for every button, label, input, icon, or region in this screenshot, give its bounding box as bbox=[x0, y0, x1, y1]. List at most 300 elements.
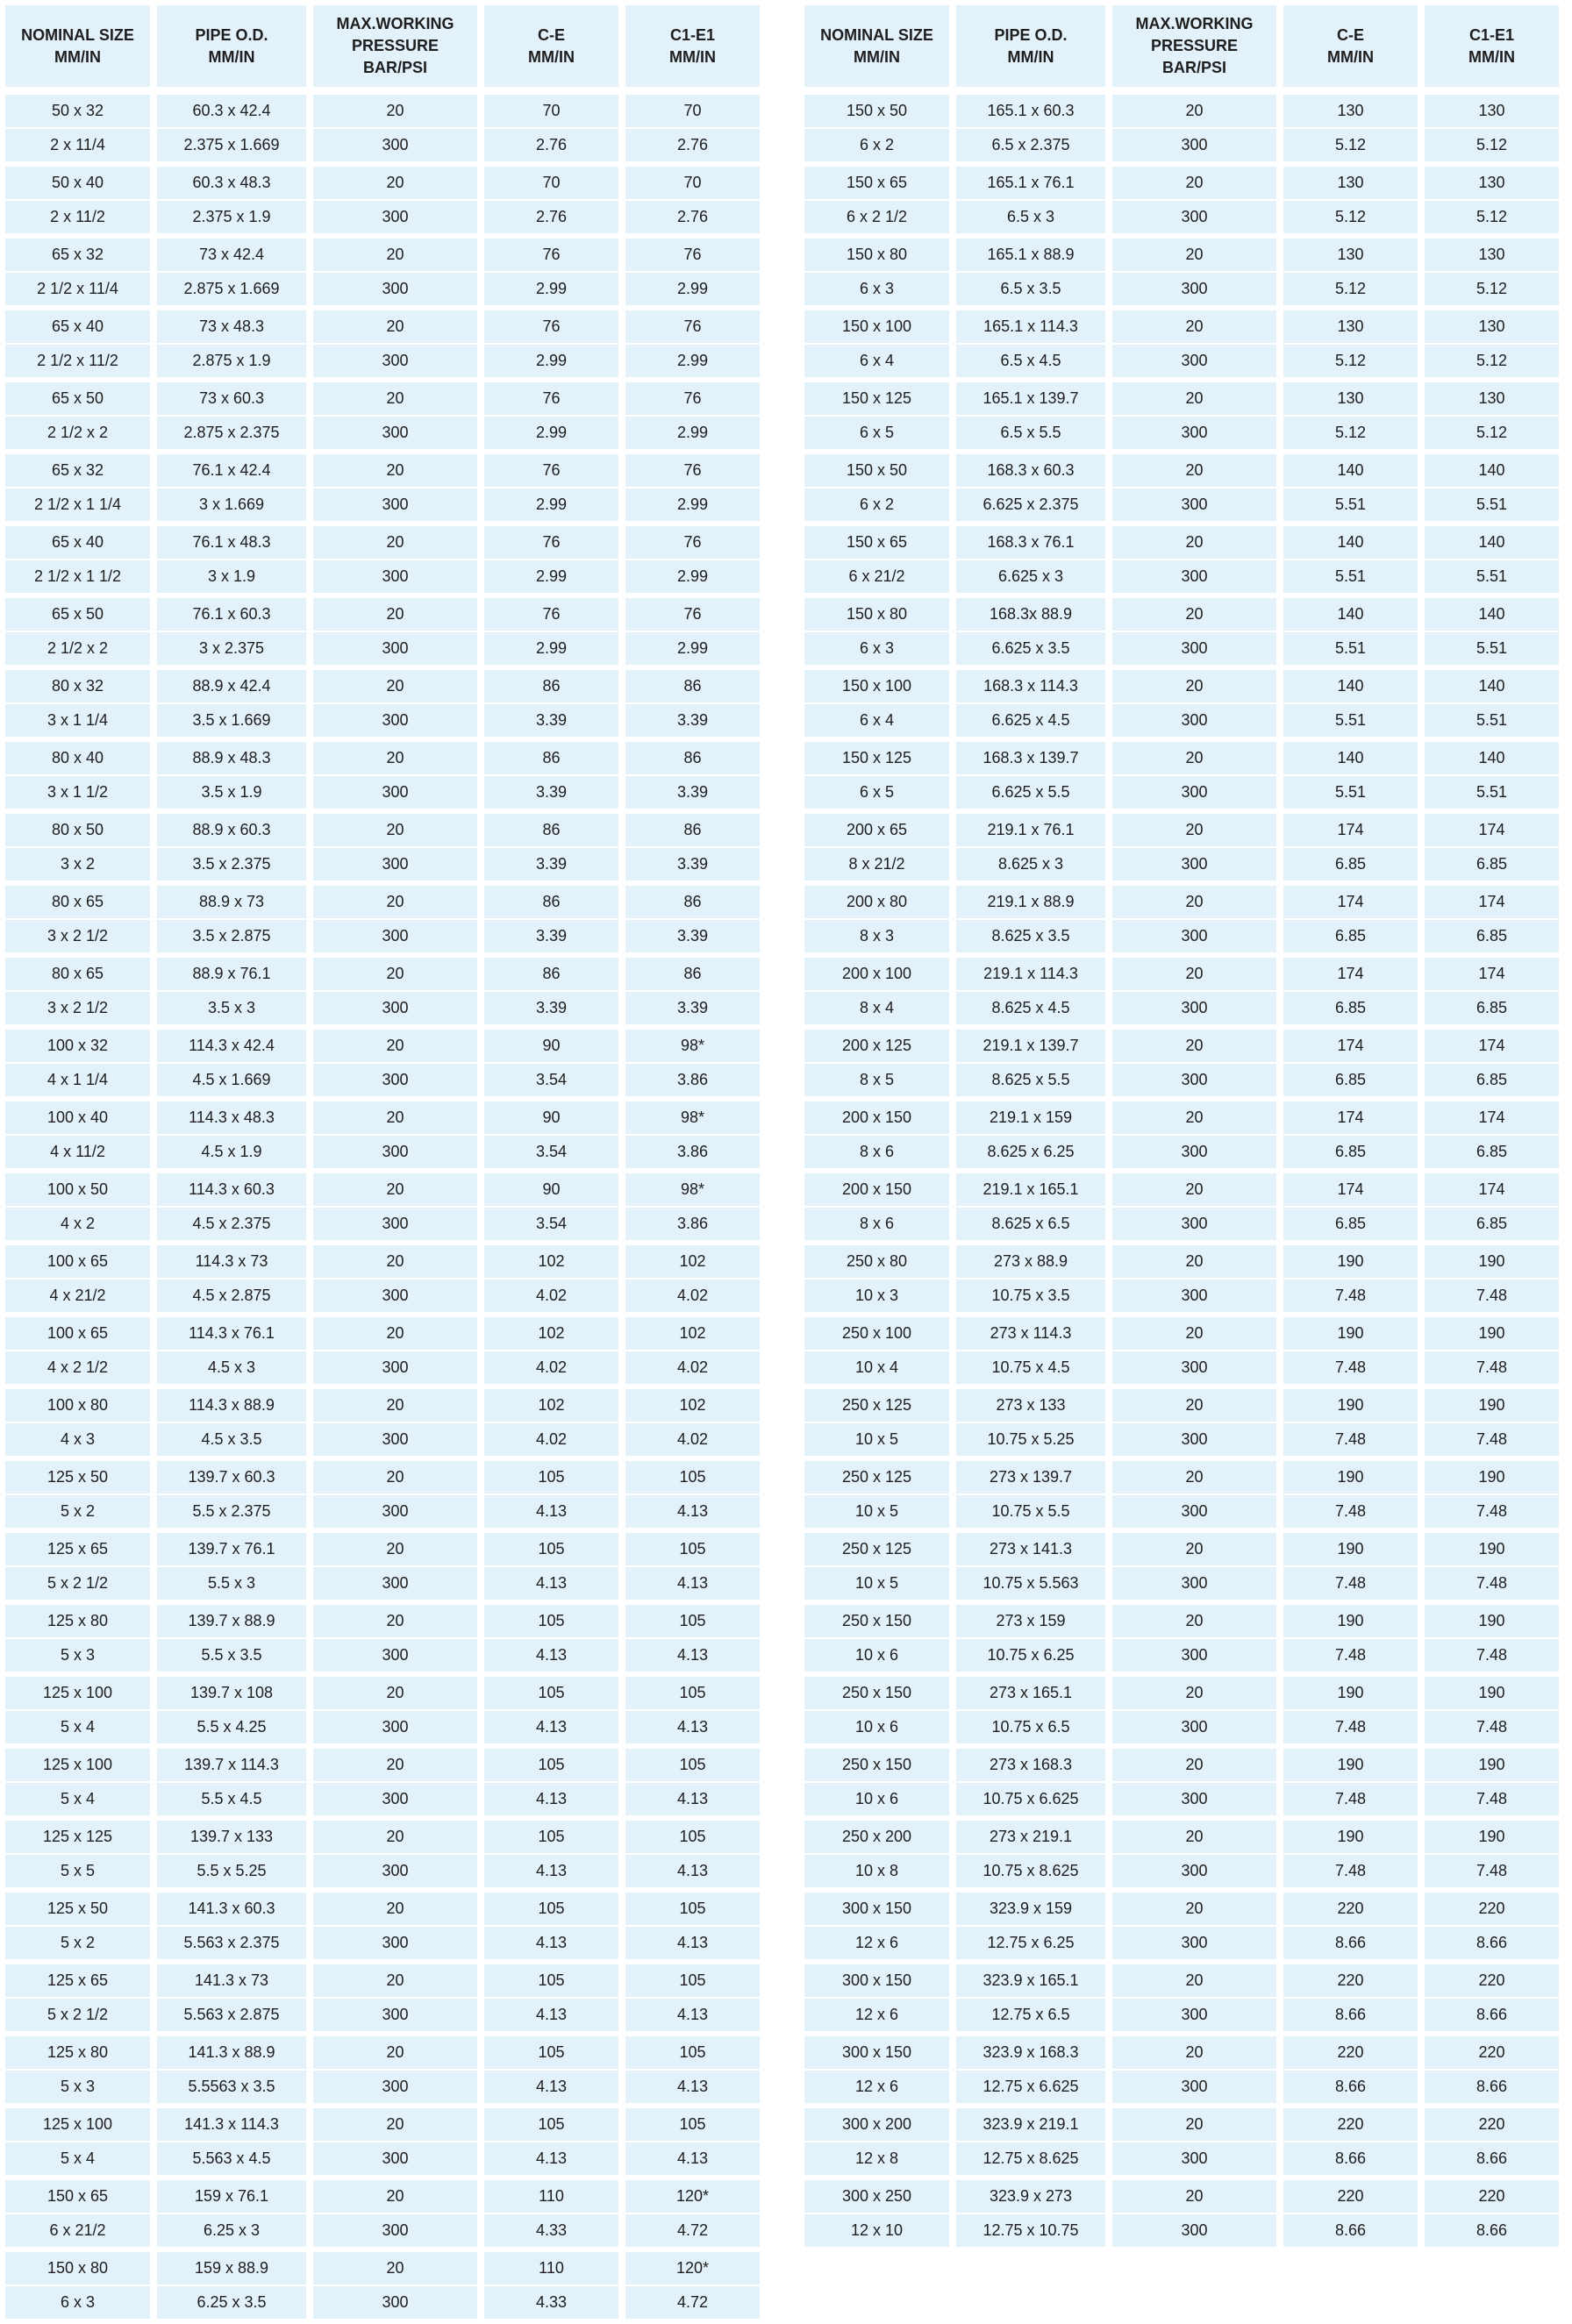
table-cell: 300 bbox=[313, 417, 477, 449]
table-cell: 5.563 x 2.375 bbox=[157, 1927, 306, 1959]
table-cell: 6.5 x 4.5 bbox=[956, 345, 1105, 377]
table-cell: 100 x 32 bbox=[5, 1030, 150, 1062]
table-cell: 8.66 bbox=[1283, 2142, 1418, 2175]
table-row-metric bbox=[804, 1317, 1559, 1350]
table-cell: 190 bbox=[1283, 1605, 1418, 1637]
table-cell: 105 bbox=[625, 1533, 760, 1565]
table-cell: 130 bbox=[1283, 310, 1418, 343]
table-cell: 102 bbox=[625, 1389, 760, 1422]
table-row-imperial bbox=[804, 1567, 1559, 1600]
table-cell: 300 bbox=[313, 1280, 477, 1312]
table-row-metric bbox=[804, 598, 1559, 631]
table-cell: 6.85 bbox=[1283, 992, 1418, 1024]
column-header: NOMINAL SIZE MM/IN bbox=[804, 5, 949, 87]
table-row-metric bbox=[5, 239, 760, 271]
table-row-metric bbox=[804, 814, 1559, 846]
table-cell: 6.5 x 2.375 bbox=[956, 129, 1105, 161]
table-row-metric bbox=[804, 1533, 1559, 1565]
table-cell: 76 bbox=[484, 526, 618, 559]
table-row-imperial bbox=[5, 1136, 760, 1168]
table-row-metric bbox=[804, 1605, 1559, 1637]
table-cell: 168.3 x 60.3 bbox=[956, 454, 1105, 487]
table-cell: 76 bbox=[484, 598, 618, 631]
table-cell: 100 x 65 bbox=[5, 1317, 150, 1350]
table-cell: 88.9 x 76.1 bbox=[157, 958, 306, 990]
table-row-metric bbox=[804, 1389, 1559, 1422]
table-row-imperial bbox=[804, 1999, 1559, 2031]
table-cell: 168.3 x 76.1 bbox=[956, 526, 1105, 559]
table-cell: 300 bbox=[313, 273, 477, 305]
table-cell: 6.625 x 3.5 bbox=[956, 632, 1105, 665]
table-cell: 80 x 65 bbox=[5, 958, 150, 990]
size-group bbox=[804, 1389, 1559, 1456]
table-row-imperial bbox=[5, 1351, 760, 1384]
table-cell: 140 bbox=[1425, 742, 1559, 774]
table-cell: 140 bbox=[1283, 598, 1418, 631]
size-group bbox=[804, 1677, 1559, 1743]
size-group bbox=[804, 2108, 1559, 2175]
table-cell: 2.375 x 1.669 bbox=[157, 129, 306, 161]
table-cell: 300 bbox=[1112, 1999, 1276, 2031]
table-cell: 2.99 bbox=[625, 560, 760, 593]
table-cell: 20 bbox=[1112, 1605, 1276, 1637]
table-cell: 174 bbox=[1425, 1030, 1559, 1062]
table-cell: 10 x 8 bbox=[804, 1855, 949, 1887]
table-cell: 6 x 2 bbox=[804, 488, 949, 521]
table-cell: 5.51 bbox=[1283, 632, 1418, 665]
table-cell: 114.3 x 48.3 bbox=[157, 1101, 306, 1134]
table-cell: 105 bbox=[625, 1893, 760, 1925]
table-cell: 76 bbox=[625, 310, 760, 343]
table-cell: 5.51 bbox=[1425, 632, 1559, 665]
table-cell: 190 bbox=[1283, 1389, 1418, 1422]
table-cell: 3.54 bbox=[484, 1064, 618, 1096]
table-row-metric bbox=[5, 742, 760, 774]
table-cell: 70 bbox=[484, 167, 618, 199]
table-cell: 8 x 6 bbox=[804, 1136, 949, 1168]
table-cell: 7.48 bbox=[1425, 1855, 1559, 1887]
table-cell: 5.5 x 4.25 bbox=[157, 1711, 306, 1743]
table-cell: 20 bbox=[313, 1389, 477, 1422]
table-cell: 4.13 bbox=[625, 1855, 760, 1887]
table-cell: 2.99 bbox=[625, 488, 760, 521]
table-row-imperial bbox=[5, 1423, 760, 1456]
table-row-imperial bbox=[804, 1280, 1559, 1312]
table-cell: 139.7 x 76.1 bbox=[157, 1533, 306, 1565]
table-cell: 5.5563 x 3.5 bbox=[157, 2071, 306, 2103]
table-cell: 3 x 2 bbox=[5, 848, 150, 880]
table-cell: 5 x 2 bbox=[5, 1927, 150, 1959]
table-cell: 65 x 50 bbox=[5, 382, 150, 415]
table-cell: 5.12 bbox=[1283, 417, 1418, 449]
table-row-imperial bbox=[804, 1639, 1559, 1672]
table-cell: 300 bbox=[313, 1423, 477, 1456]
table-cell: 70 bbox=[625, 95, 760, 127]
table-cell: 20 bbox=[313, 670, 477, 702]
size-group bbox=[5, 1821, 760, 1887]
table-cell: 6.85 bbox=[1283, 1064, 1418, 1096]
size-group bbox=[5, 1173, 760, 1240]
table-cell: 102 bbox=[484, 1389, 618, 1422]
size-group bbox=[5, 2036, 760, 2103]
table-cell: 8 x 3 bbox=[804, 920, 949, 952]
table-row-imperial bbox=[804, 1351, 1559, 1384]
table-cell: 20 bbox=[313, 2108, 477, 2141]
table-cell: 125 x 65 bbox=[5, 1533, 150, 1565]
table-cell: 20 bbox=[1112, 1533, 1276, 1565]
table-cell: 105 bbox=[484, 2036, 618, 2069]
table-cell: 8.66 bbox=[1425, 2214, 1559, 2247]
table-cell: 5.51 bbox=[1425, 560, 1559, 593]
table-cell: 4.33 bbox=[484, 2214, 618, 2247]
table-cell: 3 x 1.669 bbox=[157, 488, 306, 521]
size-group bbox=[5, 1461, 760, 1528]
table-cell: 220 bbox=[1425, 1893, 1559, 1925]
table-cell: 10.75 x 5.5 bbox=[956, 1495, 1105, 1528]
table-cell: 65 x 40 bbox=[5, 526, 150, 559]
table-row-metric bbox=[804, 670, 1559, 702]
table-cell: 6.85 bbox=[1425, 1208, 1559, 1240]
table-cell: 5.12 bbox=[1283, 273, 1418, 305]
table-cell: 86 bbox=[484, 742, 618, 774]
table-row-imperial bbox=[804, 1208, 1559, 1240]
table-cell: 4.02 bbox=[484, 1423, 618, 1456]
table-cell: 20 bbox=[313, 1677, 477, 1709]
table-cell: 6 x 21/2 bbox=[804, 560, 949, 593]
table-cell: 323.9 x 219.1 bbox=[956, 2108, 1105, 2141]
size-group bbox=[5, 1533, 760, 1600]
table-cell: 2.99 bbox=[484, 560, 618, 593]
table-cell: 8.66 bbox=[1283, 2214, 1418, 2247]
table-cell: 6.25 x 3 bbox=[157, 2214, 306, 2247]
table-cell: 4.13 bbox=[625, 2142, 760, 2175]
table-cell: 8.625 x 6.5 bbox=[956, 1208, 1105, 1240]
table-cell: 174 bbox=[1283, 1101, 1418, 1134]
table-cell: 2.99 bbox=[625, 273, 760, 305]
table-cell: 2.76 bbox=[625, 201, 760, 233]
table-row-metric bbox=[5, 2252, 760, 2285]
table-cell: 174 bbox=[1283, 1173, 1418, 1206]
table-cell: 4.5 x 1.669 bbox=[157, 1064, 306, 1096]
table-cell: 300 bbox=[313, 920, 477, 952]
table-cell: 80 x 65 bbox=[5, 886, 150, 918]
column-header: PIPE O.D. MM/IN bbox=[956, 5, 1105, 87]
table-cell: 20 bbox=[1112, 1461, 1276, 1493]
table-cell: 300 bbox=[1112, 704, 1276, 737]
size-group bbox=[5, 1101, 760, 1168]
table-cell: 5.12 bbox=[1425, 201, 1559, 233]
table-cell: 4.13 bbox=[484, 1999, 618, 2031]
table-cell: 190 bbox=[1425, 1389, 1559, 1422]
table-row-metric bbox=[5, 1101, 760, 1134]
table-cell: 174 bbox=[1283, 1030, 1418, 1062]
table-cell: 3.39 bbox=[484, 848, 618, 880]
table-cell: 300 bbox=[1112, 1351, 1276, 1384]
table-cell: 105 bbox=[625, 1677, 760, 1709]
table-cell: 140 bbox=[1283, 454, 1418, 487]
table-cell: 6 x 2 1/2 bbox=[804, 201, 949, 233]
table-cell: 8.66 bbox=[1425, 2142, 1559, 2175]
table-cell: 60.3 x 48.3 bbox=[157, 167, 306, 199]
table-cell: 20 bbox=[1112, 1964, 1276, 1997]
table-cell: 80 x 32 bbox=[5, 670, 150, 702]
table-cell: 8.66 bbox=[1283, 2071, 1418, 2103]
table-cell: 8.66 bbox=[1283, 1927, 1418, 1959]
table-cell: 8.625 x 6.25 bbox=[956, 1136, 1105, 1168]
table-cell: 273 x 133 bbox=[956, 1389, 1105, 1422]
table-cell: 4.13 bbox=[625, 1495, 760, 1528]
table-row-metric bbox=[5, 454, 760, 487]
table-row-imperial bbox=[804, 1783, 1559, 1815]
table-cell: 114.3 x 73 bbox=[157, 1245, 306, 1278]
table-cell: 4.13 bbox=[484, 1639, 618, 1672]
table-cell: 219.1 x 88.9 bbox=[956, 886, 1105, 918]
table-cell: 2 x 11/2 bbox=[5, 201, 150, 233]
table-cell: 250 x 150 bbox=[804, 1749, 949, 1781]
table-row-imperial bbox=[804, 776, 1559, 809]
table-cell: 130 bbox=[1425, 239, 1559, 271]
table-cell: 5 x 3 bbox=[5, 1639, 150, 1672]
table-cell: 6 x 21/2 bbox=[5, 2214, 150, 2247]
table-cell: 12.75 x 6.625 bbox=[956, 2071, 1105, 2103]
table-cell: 300 bbox=[1112, 920, 1276, 952]
table-cell: 130 bbox=[1425, 167, 1559, 199]
table-row-imperial bbox=[5, 345, 760, 377]
table-cell: 2.76 bbox=[625, 129, 760, 161]
table-cell: 125 x 100 bbox=[5, 1677, 150, 1709]
table-cell: 7.48 bbox=[1425, 1280, 1559, 1312]
table-cell: 6.5 x 5.5 bbox=[956, 417, 1105, 449]
table-row-imperial bbox=[804, 201, 1559, 233]
table-cell: 20 bbox=[1112, 1173, 1276, 1206]
table-cell: 174 bbox=[1425, 886, 1559, 918]
size-group bbox=[804, 1245, 1559, 1312]
table-cell: 10.75 x 5.25 bbox=[956, 1423, 1105, 1456]
table-cell: 168.3 x 114.3 bbox=[956, 670, 1105, 702]
table-cell: 4 x 3 bbox=[5, 1423, 150, 1456]
table-cell: 114.3 x 88.9 bbox=[157, 1389, 306, 1422]
table-cell: 7.48 bbox=[1283, 1855, 1418, 1887]
table-cell: 3.5 x 3 bbox=[157, 992, 306, 1024]
table-row-metric bbox=[804, 1030, 1559, 1062]
table-cell: 20 bbox=[313, 526, 477, 559]
size-group bbox=[804, 1605, 1559, 1672]
table-cell: 300 bbox=[1112, 1495, 1276, 1528]
table-cell: 8.66 bbox=[1283, 1999, 1418, 2031]
size-group bbox=[5, 526, 760, 593]
table-cell: 12 x 6 bbox=[804, 1927, 949, 1959]
table-cell: 102 bbox=[625, 1245, 760, 1278]
table-cell: 300 bbox=[1112, 1280, 1276, 1312]
table-cell: 5.12 bbox=[1425, 345, 1559, 377]
table-cell: 20 bbox=[313, 598, 477, 631]
table-cell: 4 x 21/2 bbox=[5, 1280, 150, 1312]
table-cell: 190 bbox=[1283, 1749, 1418, 1781]
table-cell: 10 x 6 bbox=[804, 1711, 949, 1743]
table-cell: 200 x 65 bbox=[804, 814, 949, 846]
table-cell: 10.75 x 6.5 bbox=[956, 1711, 1105, 1743]
table-cell: 220 bbox=[1283, 1893, 1418, 1925]
table-cell: 105 bbox=[625, 2108, 760, 2141]
table-cell: 102 bbox=[484, 1245, 618, 1278]
table-cell: 5.563 x 2.875 bbox=[157, 1999, 306, 2031]
table-cell: 140 bbox=[1425, 670, 1559, 702]
table-row-imperial bbox=[5, 201, 760, 233]
table-cell: 6 x 3 bbox=[804, 273, 949, 305]
table-row-metric bbox=[804, 1964, 1559, 1997]
table-row-metric bbox=[804, 1461, 1559, 1493]
size-group bbox=[5, 886, 760, 952]
table-row-imperial bbox=[804, 1495, 1559, 1528]
table-cell: 7.48 bbox=[1283, 1783, 1418, 1815]
table-row-metric bbox=[804, 526, 1559, 559]
table-cell: 125 x 50 bbox=[5, 1893, 150, 1925]
table-cell: 76 bbox=[625, 382, 760, 415]
table-cell: 98* bbox=[625, 1173, 760, 1206]
table-cell: 20 bbox=[1112, 526, 1276, 559]
table-cell: 2.99 bbox=[484, 488, 618, 521]
table-cell: 10.75 x 4.5 bbox=[956, 1351, 1105, 1384]
table-cell: 20 bbox=[1112, 1389, 1276, 1422]
size-group bbox=[804, 454, 1559, 521]
table-cell: 273 x 88.9 bbox=[956, 1245, 1105, 1278]
table-cell: 300 bbox=[1112, 1639, 1276, 1672]
table-cell: 300 bbox=[313, 1567, 477, 1600]
table-cell: 6 x 4 bbox=[804, 704, 949, 737]
table-row-imperial bbox=[5, 1711, 760, 1743]
table-cell: 300 bbox=[1112, 1567, 1276, 1600]
table-row-metric bbox=[5, 1677, 760, 1709]
table-row-imperial bbox=[804, 1064, 1559, 1096]
column-header: NOMINAL SIZE MM/IN bbox=[5, 5, 150, 87]
table-cell: 105 bbox=[484, 1461, 618, 1493]
table-cell: 150 x 100 bbox=[804, 310, 949, 343]
table-cell: 105 bbox=[625, 1964, 760, 1997]
table-cell: 300 bbox=[313, 1999, 477, 2031]
table-cell: 220 bbox=[1425, 2180, 1559, 2213]
table-cell: 5.12 bbox=[1425, 417, 1559, 449]
size-group bbox=[804, 1821, 1559, 1887]
table-cell: 300 bbox=[313, 776, 477, 809]
table-cell: 300 x 200 bbox=[804, 2108, 949, 2141]
table-row-metric bbox=[804, 239, 1559, 271]
table-cell: 200 x 150 bbox=[804, 1101, 949, 1134]
table-cell: 4.13 bbox=[625, 1639, 760, 1672]
table-cell: 6.85 bbox=[1283, 920, 1418, 952]
table-cell: 150 x 80 bbox=[804, 598, 949, 631]
table-cell: 323.9 x 165.1 bbox=[956, 1964, 1105, 1997]
table-row-metric bbox=[804, 1749, 1559, 1781]
size-group bbox=[5, 814, 760, 880]
size-group bbox=[5, 670, 760, 737]
table-cell: 102 bbox=[484, 1317, 618, 1350]
table-row-imperial bbox=[804, 129, 1559, 161]
table-cell: 20 bbox=[313, 167, 477, 199]
table-row-imperial bbox=[5, 1927, 760, 1959]
table-cell: 105 bbox=[484, 1605, 618, 1637]
table-cell: 110 bbox=[484, 2252, 618, 2285]
table-cell: 5.12 bbox=[1283, 345, 1418, 377]
size-group bbox=[5, 1389, 760, 1456]
size-group bbox=[804, 2180, 1559, 2247]
table-cell: 174 bbox=[1283, 958, 1418, 990]
table-cell: 20 bbox=[1112, 814, 1276, 846]
table-cell: 220 bbox=[1425, 1964, 1559, 1997]
table-cell: 2.99 bbox=[484, 417, 618, 449]
table-cell: 8 x 6 bbox=[804, 1208, 949, 1240]
size-group bbox=[804, 382, 1559, 449]
table-cell: 3 x 1.9 bbox=[157, 560, 306, 593]
table-cell: 20 bbox=[313, 454, 477, 487]
table-row-imperial bbox=[804, 848, 1559, 880]
table-cell: 2 1/2 x 1 1/4 bbox=[5, 488, 150, 521]
table-row-metric bbox=[5, 95, 760, 127]
table-cell: 300 x 250 bbox=[804, 2180, 949, 2213]
table-cell: 273 x 168.3 bbox=[956, 1749, 1105, 1781]
table-cell: 250 x 80 bbox=[804, 1245, 949, 1278]
table-cell: 20 bbox=[313, 742, 477, 774]
column-header: PIPE O.D. MM/IN bbox=[157, 5, 306, 87]
table-row-metric bbox=[804, 958, 1559, 990]
table-cell: 4.13 bbox=[484, 2142, 618, 2175]
table-cell: 3.54 bbox=[484, 1208, 618, 1240]
table-cell: 300 bbox=[313, 2142, 477, 2175]
table-cell: 3.86 bbox=[625, 1136, 760, 1168]
table-cell: 5 x 3 bbox=[5, 2071, 150, 2103]
table-cell: 7.48 bbox=[1425, 1783, 1559, 1815]
table-row-imperial bbox=[5, 920, 760, 952]
table-cell: 125 x 100 bbox=[5, 2108, 150, 2141]
size-group bbox=[5, 1030, 760, 1096]
table-row-imperial bbox=[804, 1855, 1559, 1887]
table-cell: 165.1 x 139.7 bbox=[956, 382, 1105, 415]
table-cell: 4.02 bbox=[625, 1351, 760, 1384]
table-cell: 300 bbox=[1112, 776, 1276, 809]
table-header bbox=[804, 5, 1559, 87]
size-group bbox=[804, 1173, 1559, 1240]
size-group bbox=[5, 310, 760, 377]
table-cell: 20 bbox=[1112, 670, 1276, 702]
table-row-imperial bbox=[5, 704, 760, 737]
table-cell: 140 bbox=[1425, 526, 1559, 559]
table-cell: 100 x 80 bbox=[5, 1389, 150, 1422]
table-cell: 141.3 x 60.3 bbox=[157, 1893, 306, 1925]
table-cell: 20 bbox=[1112, 1317, 1276, 1350]
table-cell: 8 x 21/2 bbox=[804, 848, 949, 880]
table-cell: 165.1 x 76.1 bbox=[956, 167, 1105, 199]
table-cell: 6.625 x 5.5 bbox=[956, 776, 1105, 809]
table-cell: 114.3 x 76.1 bbox=[157, 1317, 306, 1350]
table-cell: 105 bbox=[625, 1605, 760, 1637]
table-row-metric bbox=[5, 670, 760, 702]
table-cell: 3.39 bbox=[484, 704, 618, 737]
table-cell: 10 x 5 bbox=[804, 1495, 949, 1528]
table-cell: 76 bbox=[625, 239, 760, 271]
table-cell: 190 bbox=[1283, 1317, 1418, 1350]
size-group bbox=[5, 382, 760, 449]
left-dimensions-table bbox=[5, 5, 760, 2324]
table-row-metric bbox=[804, 382, 1559, 415]
table-cell: 20 bbox=[1112, 958, 1276, 990]
table-cell: 105 bbox=[484, 1893, 618, 1925]
table-cell: 7.48 bbox=[1425, 1495, 1559, 1528]
table-cell: 220 bbox=[1283, 1964, 1418, 1997]
table-row-imperial bbox=[804, 1423, 1559, 1456]
table-cell: 139.7 x 108 bbox=[157, 1677, 306, 1709]
table-cell: 5.51 bbox=[1283, 488, 1418, 521]
table-cell: 4.13 bbox=[484, 1855, 618, 1887]
table-cell: 12.75 x 6.25 bbox=[956, 1927, 1105, 1959]
